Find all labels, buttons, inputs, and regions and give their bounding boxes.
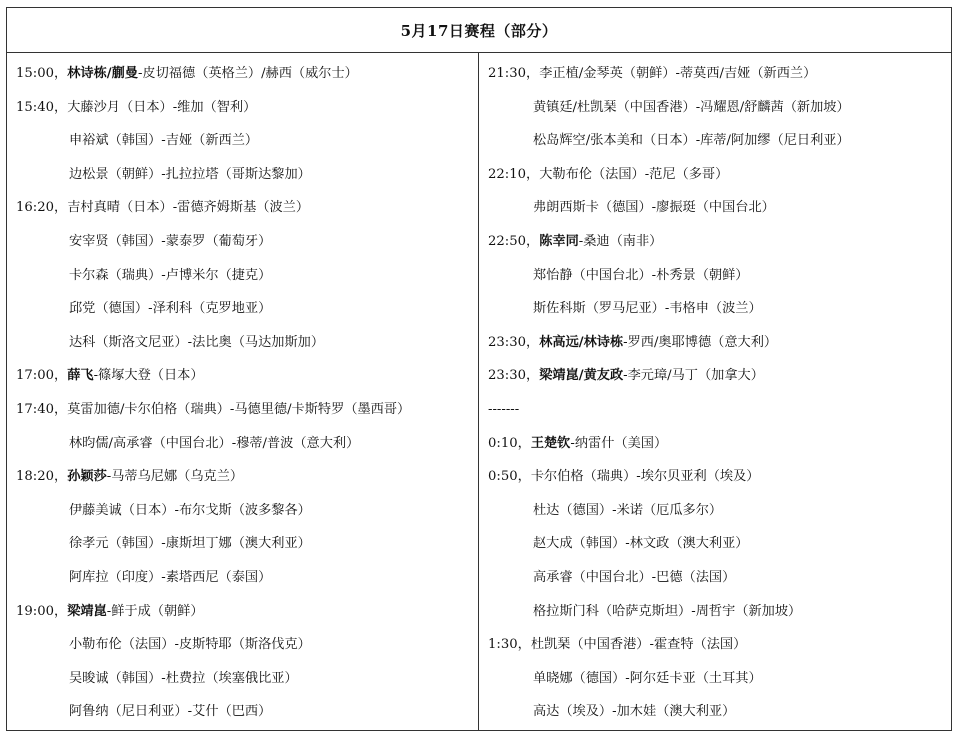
match-text: 卡尔伯格（瑞典）-埃尔贝亚利（埃及） bbox=[530, 469, 760, 485]
match-text: 李正植/金琴英（朝鲜）-蒂莫西/吉娅（新西兰） bbox=[539, 66, 817, 81]
match-time: 19:00， bbox=[16, 603, 68, 619]
schedule-row bbox=[16, 132, 478, 166]
match-time: 17:40， bbox=[16, 401, 68, 417]
schedule-row bbox=[488, 334, 951, 368]
match-text: -鲜于成（朝鲜） bbox=[106, 603, 204, 619]
match-time: 17:00， bbox=[16, 368, 68, 384]
match-text: 杜达（德国）-米诺（厄瓜多尔） bbox=[533, 502, 723, 518]
schedule-row bbox=[16, 603, 478, 637]
match-time: 23:30， bbox=[488, 334, 540, 350]
match-text: 阿库拉（印度）-素塔西尼（泰国） bbox=[69, 569, 272, 585]
match-text: 高达（埃及）-加木娃（澳大利亚） bbox=[533, 704, 736, 720]
match-text: -篠塚大登（日本） bbox=[93, 368, 204, 384]
match-text: 杜凯琹（中国香港）-霍查特（法国） bbox=[530, 637, 747, 653]
match-text: -罗西/奥耶博德（意大利） bbox=[623, 334, 778, 350]
match-text: 卡尔森（瑞典）-卢博米尔（捷克） bbox=[69, 267, 272, 283]
match-text: 高承睿（中国台北）-巴德（法国） bbox=[533, 569, 736, 585]
match-time: 0:50， bbox=[488, 469, 531, 485]
schedule-row bbox=[488, 569, 951, 603]
match-text: 伊藤美诚（日本）-布尔戈斯（波多黎各） bbox=[69, 502, 311, 518]
schedule-row bbox=[16, 401, 478, 435]
match-text: -马蒂乌尼娜（乌克兰） bbox=[106, 469, 244, 485]
match-time: 16:20， bbox=[16, 200, 68, 216]
schedule-row bbox=[488, 670, 951, 704]
match-text: 黄镇廷/杜凯琹（中国香港）-冯耀恩/舒麟茜（新加坡） bbox=[533, 99, 850, 115]
schedule-row bbox=[16, 367, 478, 401]
schedule-row bbox=[488, 132, 951, 166]
schedule-row bbox=[488, 233, 951, 267]
right-column bbox=[479, 53, 951, 730]
highlighted-player: 林诗栋/蒯曼 bbox=[67, 66, 138, 81]
schedule-row bbox=[16, 535, 478, 569]
schedule-columns bbox=[7, 53, 951, 730]
schedule-row bbox=[488, 99, 951, 133]
match-text: -纳雷什（美国） bbox=[570, 435, 668, 451]
highlighted-player: 梁靖崑/黄友政 bbox=[539, 368, 624, 384]
match-text: 赵大成（韩国）-林文政（澳大利亚） bbox=[533, 536, 749, 552]
match-text: -皮切福德（英格兰）/赫西（威尔士） bbox=[137, 66, 358, 81]
match-text: 斯佐科斯（罗马尼亚）-韦格申（波兰） bbox=[533, 301, 762, 317]
match-text: 邱党（德国）-泽利科（克罗地亚） bbox=[69, 301, 272, 317]
match-time: 22:10， bbox=[488, 166, 540, 182]
schedule-row bbox=[488, 535, 951, 569]
highlighted-player: 陈幸同 bbox=[539, 233, 579, 249]
schedule-row bbox=[16, 65, 478, 99]
match-text: -李元璋/马丁（加拿大） bbox=[623, 368, 764, 384]
schedule-row bbox=[16, 300, 478, 334]
match-text: 申裕斌（韩国）-吉娅（新西兰） bbox=[69, 133, 259, 149]
schedule-row bbox=[488, 65, 951, 99]
highlighted-player: 林高远/林诗栋 bbox=[539, 334, 624, 350]
schedule-row bbox=[488, 401, 951, 435]
schedule-row bbox=[488, 367, 951, 401]
match-text: 安宰贤（韩国）-蒙泰罗（葡萄牙） bbox=[69, 233, 272, 249]
schedule-row bbox=[488, 267, 951, 301]
match-time: 22:50， bbox=[488, 233, 540, 249]
match-text: 大藤沙月（日本）-维加（智利） bbox=[67, 99, 257, 115]
schedule-row bbox=[488, 199, 951, 233]
match-time: 0:10， bbox=[488, 435, 531, 451]
highlighted-player: 王楚钦 bbox=[530, 435, 571, 451]
schedule-row bbox=[16, 468, 478, 502]
schedule-row bbox=[488, 300, 951, 334]
match-text: 单晓娜（德国）-阿尔廷卡亚（土耳其） bbox=[533, 670, 762, 686]
highlighted-player: 孙颖莎 bbox=[67, 469, 107, 485]
match-text: 大勒布伦（法国）-范尼（多哥） bbox=[539, 166, 729, 182]
match-time: 15:00， bbox=[16, 66, 68, 81]
schedule-title: 5月17日赛程（部分） bbox=[7, 8, 951, 53]
match-text: 小勒布伦（法国）-皮斯特耶（斯洛伐克） bbox=[69, 637, 311, 653]
match-text: 郑怡静（中国台北）-朴秀景（朝鲜） bbox=[533, 267, 749, 283]
schedule-row bbox=[16, 199, 478, 233]
match-time: 1:30， bbox=[488, 637, 531, 653]
match-text: 达科（斯洛文尼亚）-法比奥（马达加斯加） bbox=[69, 334, 325, 350]
schedule-row bbox=[16, 166, 478, 200]
match-text: -桑迪（南非） bbox=[578, 233, 663, 249]
schedule-row bbox=[488, 468, 951, 502]
match-text: 吉村真晴（日本）-雷德齐姆斯基（波兰） bbox=[67, 200, 310, 216]
match-time: 21:30， bbox=[488, 66, 540, 81]
left-column bbox=[7, 53, 479, 730]
schedule-row bbox=[488, 636, 951, 670]
schedule-row bbox=[16, 670, 478, 704]
match-text: 吴晙诚（韩国）-杜费拉（埃塞俄比亚） bbox=[69, 670, 298, 686]
schedule-row bbox=[16, 502, 478, 536]
match-time: 15:40， bbox=[16, 99, 68, 115]
schedule-row bbox=[16, 435, 478, 469]
schedule-row bbox=[488, 502, 951, 536]
match-text: 松岛辉空/张本美和（日本）-库蒂/阿加缪（尼日利亚） bbox=[533, 133, 850, 149]
match-text: 莫雷加德/卡尔伯格（瑞典）-马德里德/卡斯特罗（墨西哥） bbox=[67, 401, 411, 417]
highlighted-player: 薛飞 bbox=[67, 368, 94, 384]
schedule-row bbox=[16, 636, 478, 670]
match-text: 格拉斯门科（哈萨克斯坦）-周哲宇（新加坡） bbox=[533, 603, 802, 619]
highlighted-player: 梁靖崑 bbox=[67, 603, 107, 619]
separator-line: ------- bbox=[488, 401, 520, 417]
match-time: 23:30， bbox=[488, 368, 540, 384]
schedule-row bbox=[488, 435, 951, 469]
match-text: 弗朗西斯卡（德国）-廖振珽（中国台北） bbox=[533, 200, 775, 216]
match-text: 林昀儒/高承睿（中国台北）-穆蒂/普波（意大利） bbox=[69, 435, 360, 451]
schedule-row bbox=[16, 233, 478, 267]
schedule-row bbox=[488, 603, 951, 637]
schedule-table bbox=[6, 7, 952, 731]
match-text: 边松景（朝鲜）-扎拉拉塔（哥斯达黎加） bbox=[69, 166, 311, 182]
schedule-row bbox=[16, 334, 478, 368]
match-text: 徐孝元（韩国）-康斯坦丁娜（澳大利亚） bbox=[69, 536, 311, 552]
schedule-row bbox=[16, 703, 478, 737]
schedule-row bbox=[488, 166, 951, 200]
schedule-row bbox=[16, 99, 478, 133]
match-text: 阿鲁纳（尼日利亚）-艾什（巴西） bbox=[69, 704, 272, 720]
schedule-row bbox=[488, 703, 951, 737]
schedule-row bbox=[16, 267, 478, 301]
schedule-row bbox=[16, 569, 478, 603]
match-time: 18:20， bbox=[16, 469, 68, 485]
